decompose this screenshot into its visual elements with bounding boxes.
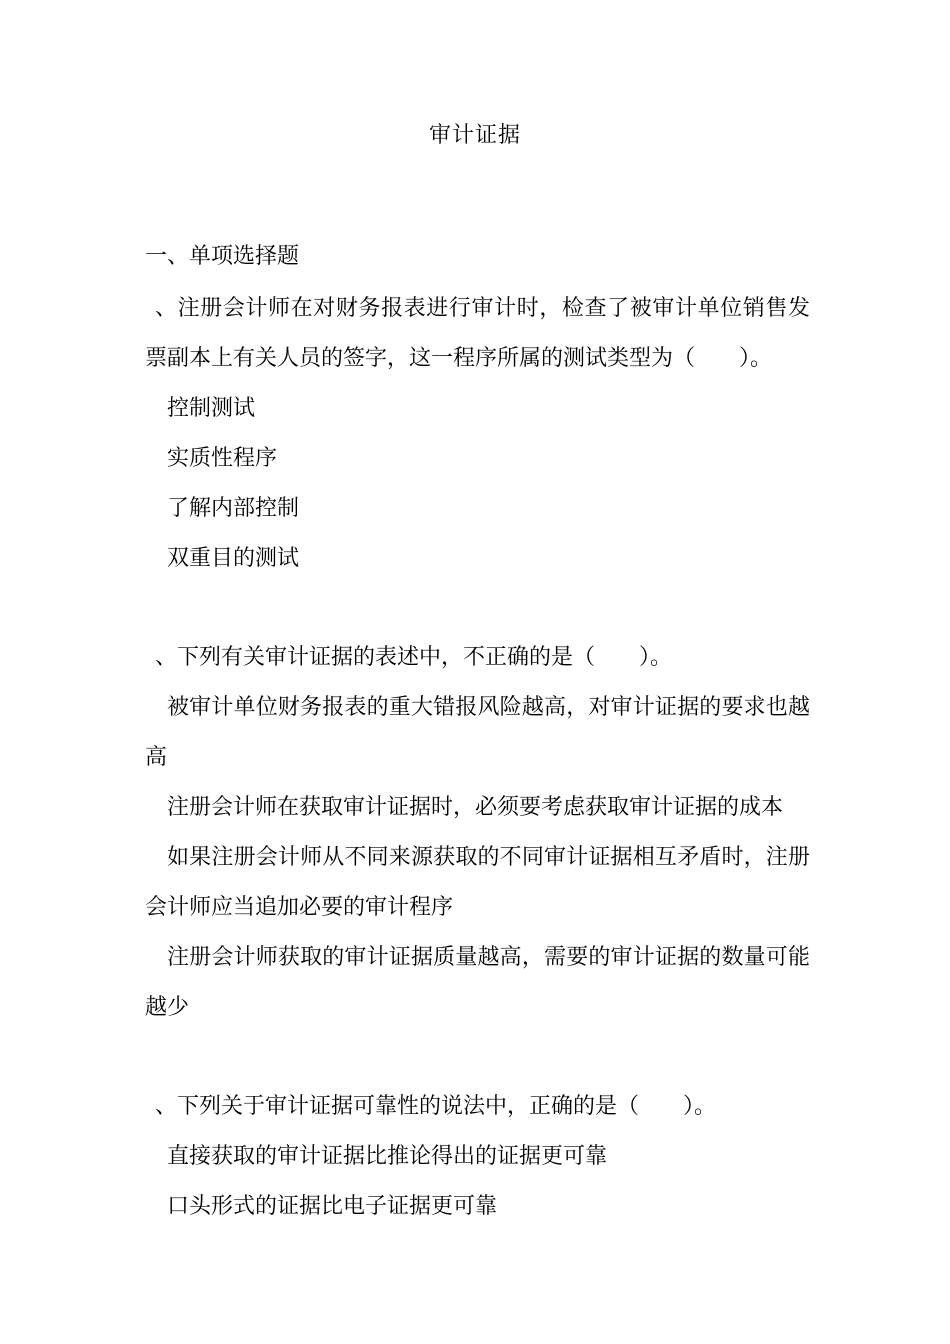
question-2-option-c: 如果注册会计师从不同来源获取的不同审计证据相互矛盾时，注册会计师应当追加必要的审计程序 [145,845,810,920]
question-3-option-a: 直接获取的审计证据比推论得出的证据更可靠 [167,1144,608,1169]
question-1-option-d: 双重目的测试 [167,546,300,571]
question-2-stem: 、下列有关审计证据的表述中，不正确的是（ ）。 [155,645,673,670]
question-3 [145,1082,810,1232]
question-2-option-b: 注册会计师在获取审计证据时，必须要考虑获取审计证据的成本 [167,795,784,820]
question-3-option-b: 口头形式的证据比电子证据更可靠 [167,1194,498,1219]
question-2 [145,633,810,1033]
question-1-option-b: 实质性程序 [167,446,278,471]
document-title: 审计证据 [428,123,521,148]
question-1 [145,284,810,584]
question-3-stem: 、下列关于审计证据可靠性的说法中，正确的是（ ）。 [155,1094,717,1119]
question-1-option-c: 了解内部控制 [167,496,300,521]
section-heading: 一、单项选择题 [145,244,300,269]
question-2-option-a: 被审计单位财务报表的重大错报风险越高，对审计证据的要求也越高 [145,695,810,770]
question-1-option-a: 控制测试 [167,396,256,421]
question-1-stem: 、注册会计师在对财务报表进行审计时，检查了被审计单位销售发票副本上有关人员的签字，这一程序所属的测试类型为（ ）。 [145,296,810,371]
question-2-option-d: 注册会计师获取的审计证据质量越高，需要的审计证据的数量可能越少 [145,945,810,1020]
